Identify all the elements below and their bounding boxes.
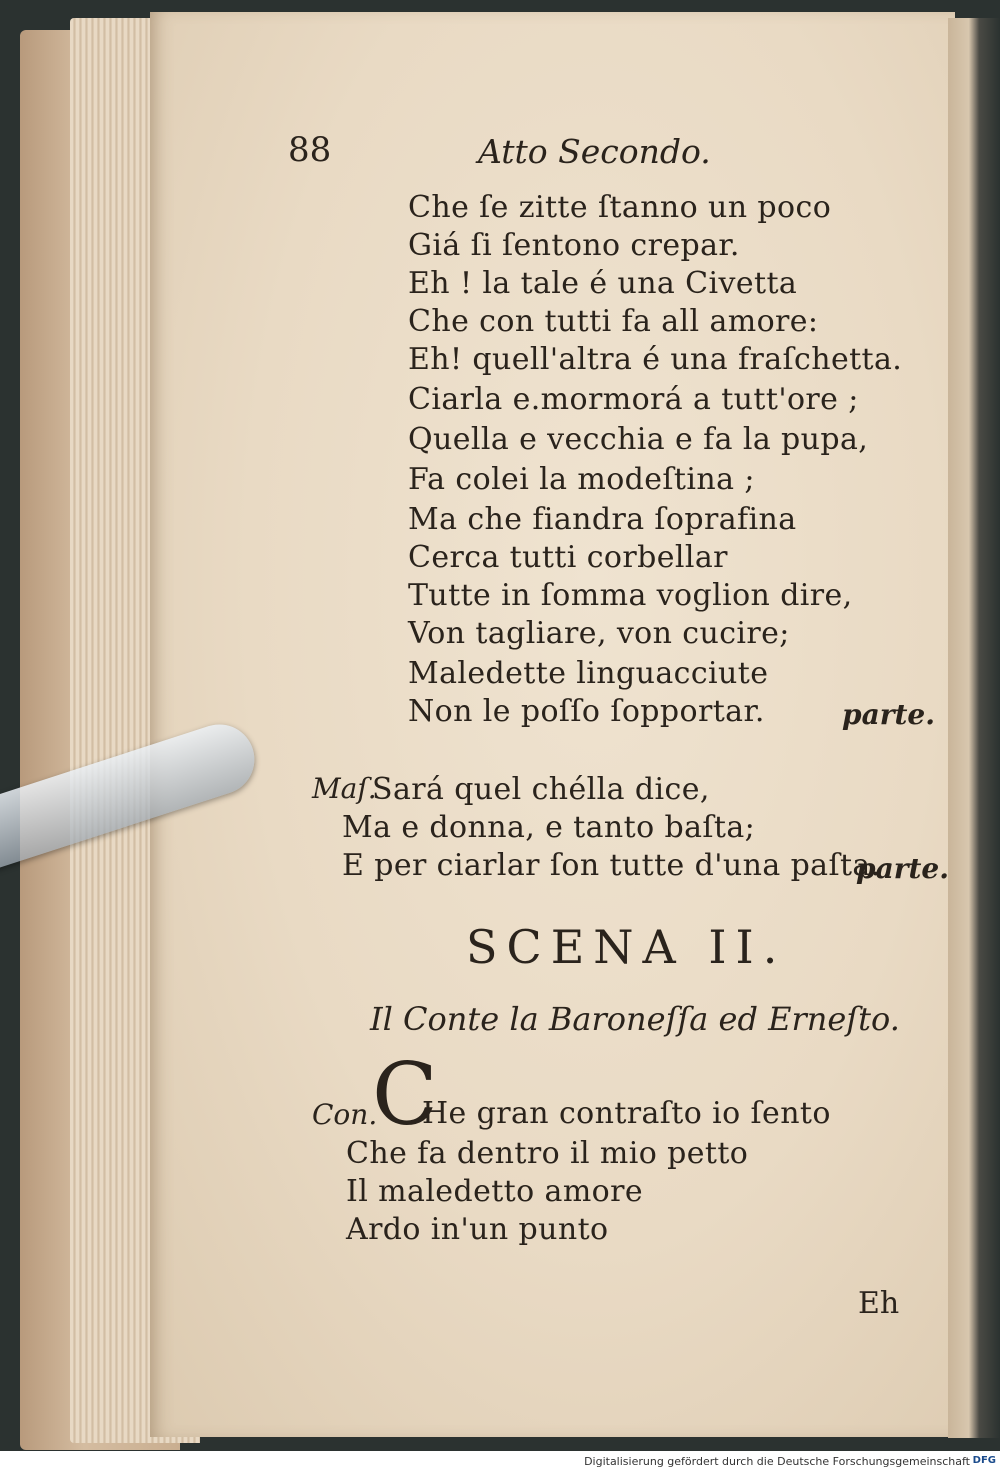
- facing-page-edge: [948, 18, 1000, 1438]
- scene-heading: SCENA II.: [466, 920, 787, 974]
- verse-line: Cerca tutti corbellar: [408, 540, 728, 575]
- verse-line: Tutte in ſomma voglion dire,: [408, 578, 853, 613]
- verse-line: Ma che fiandra ſoprafina: [408, 502, 797, 537]
- verse-line: Che fa dentro il mio petto: [346, 1136, 749, 1171]
- verse-line: Giá ſi ſentono crepar.: [408, 228, 740, 263]
- speaker-label: Con.: [312, 1098, 378, 1131]
- verse-line: Che con tutti fa all amore:: [408, 304, 819, 339]
- verse-line: Ardo in'un punto: [346, 1212, 609, 1247]
- scene-characters: Il Conte la Baroneſſa ed Erneſto.: [370, 1000, 900, 1038]
- dfg-logo: DFG: [972, 1455, 996, 1466]
- page-number: 88: [288, 130, 332, 170]
- verse-line: Quella e vecchia e fa la pupa,: [408, 422, 869, 457]
- verse-line: Ciarla e.mormorá a tutt'ore ;: [408, 382, 859, 417]
- digitization-footer: [0, 1451, 1000, 1475]
- stage-direction-exit: parte.: [856, 852, 949, 885]
- drop-cap: C: [372, 1045, 438, 1145]
- verse-line: Il maledetto amore: [346, 1174, 644, 1209]
- verse-line: He gran contraſto io ſento: [422, 1096, 831, 1131]
- verse-line: Che ſe zitte ſtanno un poco: [408, 190, 832, 225]
- verse-line: Fa colei la modeſtina ;: [408, 462, 755, 497]
- verse-line: Eh ! la tale é una Civetta: [408, 266, 798, 301]
- verse-line: Non le poſſo ſopportar.: [408, 694, 765, 729]
- speaker-label: Maſ.: [312, 772, 377, 805]
- running-title: Atto Secondo.: [478, 132, 711, 171]
- catchword: Eh: [858, 1286, 900, 1321]
- verse-line: Ma e donna, e tanto baſta;: [342, 810, 756, 845]
- verse-line: E per ciarlar ſon tutte d'una paſta.: [342, 848, 881, 883]
- verse-line: Von tagliare, von cucire;: [408, 616, 790, 651]
- verse-line: Eh! quell'altra é una fraſchetta.: [408, 342, 903, 377]
- verse-line: Sará quel chélla dice,: [372, 772, 710, 807]
- verse-line: Maledette linguacciute: [408, 656, 769, 691]
- stage-direction-exit: parte.: [842, 698, 935, 731]
- funding-credit: Digitalisierung gefördert durch die Deutsche Forschungsgemeinschaft: [584, 1455, 970, 1468]
